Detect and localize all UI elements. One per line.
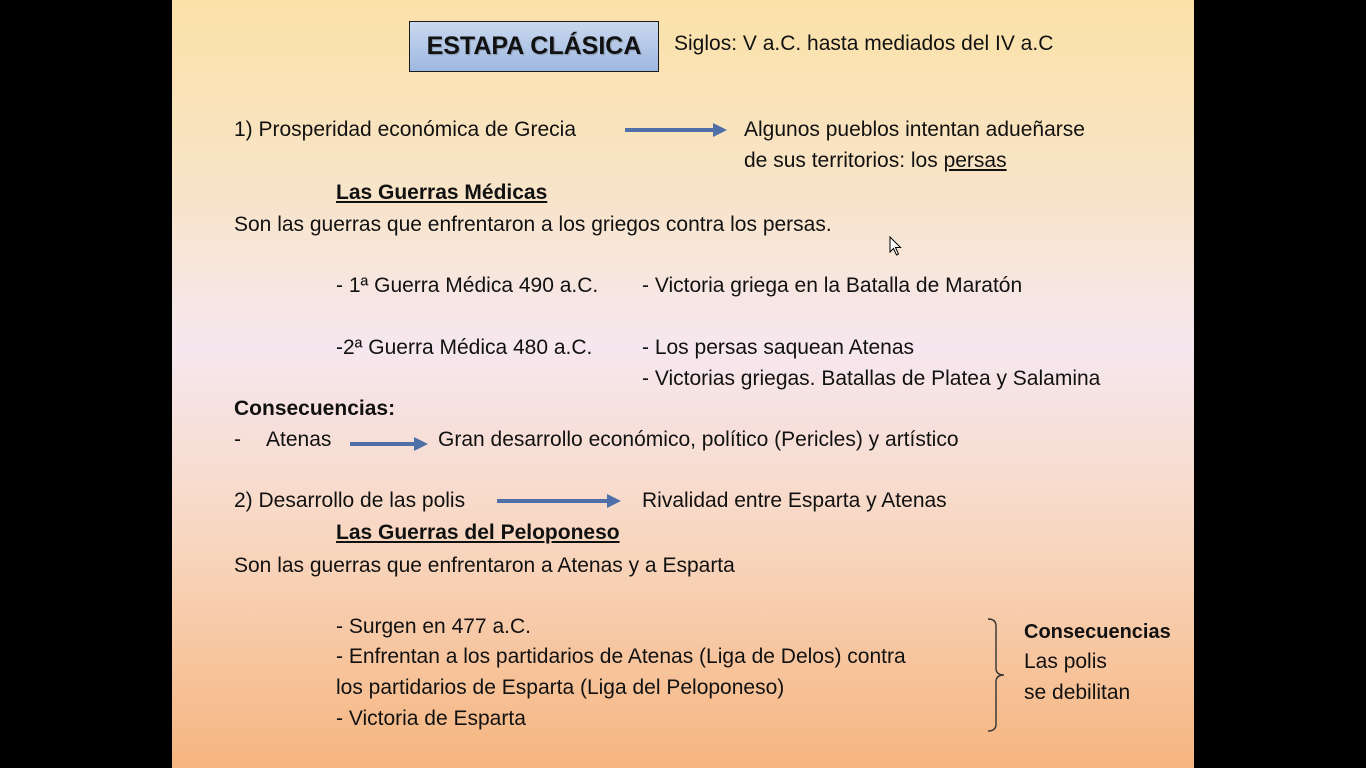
- mouse-cursor-icon: [889, 236, 903, 256]
- arrow-right-icon: [625, 123, 727, 137]
- peloponeso-side-line1: Las polis: [1024, 650, 1107, 673]
- point2-left: 2) Desarrollo de las polis: [234, 489, 466, 512]
- peloponeso-item1: - Surgen en 477 a.C.: [336, 615, 531, 638]
- arrow-right-icon: [497, 494, 621, 508]
- war2-label: -2ª Guerra Médica 480 a.C.: [336, 336, 593, 359]
- point1-right-prefix: de sus territorios: los: [744, 149, 944, 172]
- right-brace-icon: [986, 618, 1010, 732]
- siglos-text: Siglos: V a.C. hasta mediados del IV a.C: [674, 32, 1054, 55]
- peloponeso-side-label: Consecuencias: [1024, 621, 1171, 643]
- peloponeso-side-line2: se debilitan: [1024, 681, 1131, 704]
- peloponeso-heading: Las Guerras del Peloponeso: [336, 521, 620, 544]
- consequence-right: Gran desarrollo económico, político (Pericles) y artístico: [438, 428, 959, 451]
- point1-right-line1: Algunos pueblos intentan adueñarse: [744, 118, 1085, 141]
- point1-right-line2: [744, 149, 1007, 173]
- peloponeso-item2-line2: los partidarios de Esparta (Liga del Peloponeso): [336, 676, 785, 699]
- point2-right: Rivalidad entre Esparta y Atenas: [642, 489, 947, 512]
- persas-link: persas: [943, 149, 1007, 172]
- medicas-consequences-label: Consecuencias:: [234, 397, 396, 420]
- war1-label: - 1ª Guerra Médica 490 a.C.: [336, 274, 599, 297]
- war2-result1: - Los persas saquean Atenas: [642, 336, 915, 359]
- slide: [172, 0, 1194, 768]
- arrow-right-icon: [350, 437, 428, 451]
- peloponeso-item2-line1: - Enfrentan a los partidarios de Atenas (Liga de Delos) contra: [336, 645, 906, 668]
- point1-left: 1) Prosperidad económica de Grecia: [234, 118, 577, 141]
- peloponeso-intro: Son las guerras que enfrentaron a Atenas y a Esparta: [234, 554, 735, 577]
- medicas-heading: Las Guerras Médicas: [336, 181, 548, 204]
- consequence-left: Atenas: [266, 428, 332, 451]
- war1-result: - Victoria griega en la Batalla de Maratón: [642, 274, 1023, 297]
- war2-result2: - Victorias griegas. Batallas de Platea y Salamina: [642, 367, 1101, 390]
- peloponeso-item3: - Victoria de Esparta: [336, 707, 526, 730]
- consequence-dash: -: [234, 428, 241, 451]
- slide-title: ESTAPA CLÁSICA: [409, 21, 659, 72]
- medicas-intro: Son las guerras que enfrentaron a los griegos contra los persas.: [234, 213, 832, 236]
